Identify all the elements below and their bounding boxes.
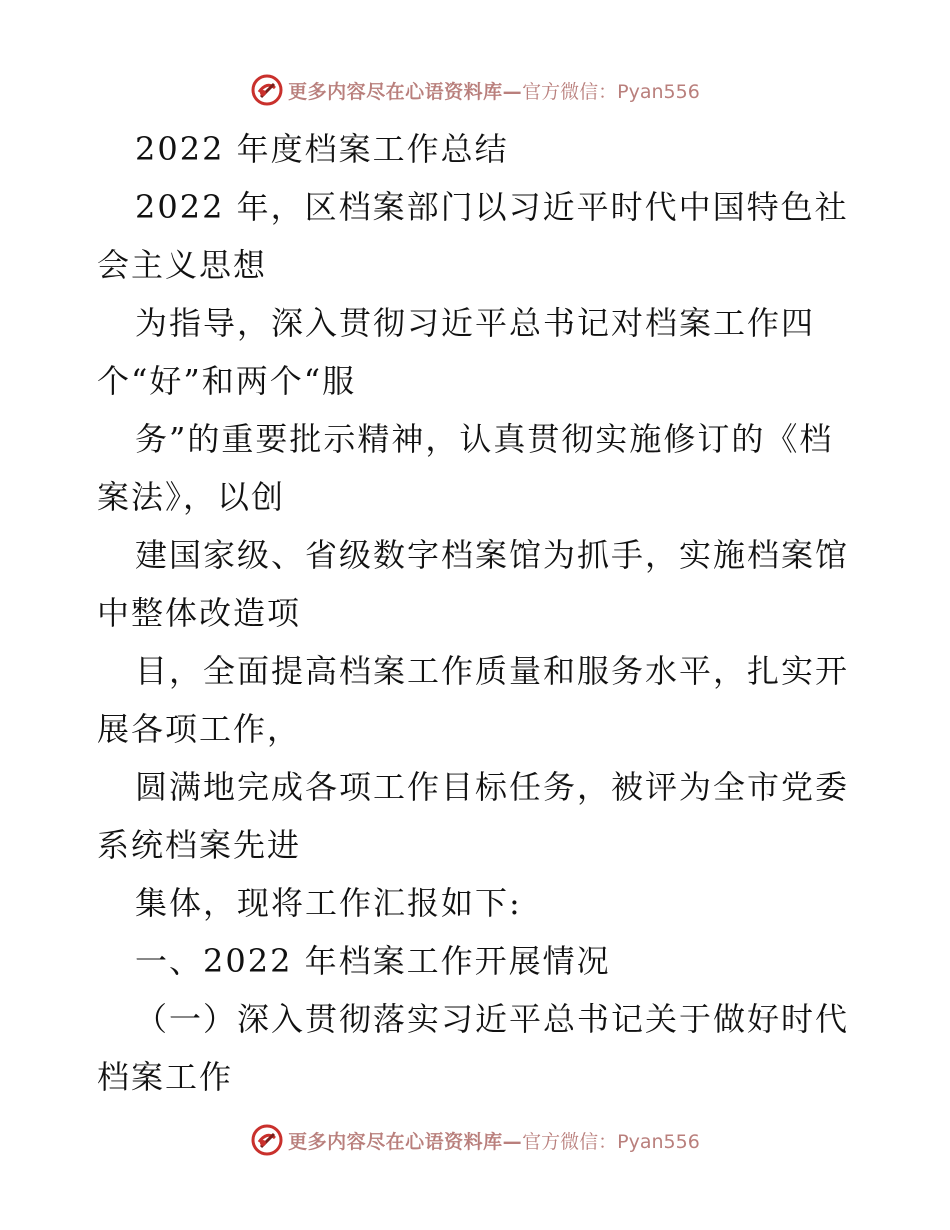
paragraph-line: 务”的重要批示精神，认真贯彻实施修订的《档: [135, 420, 834, 458]
paragraph-line: 案法》，以创: [97, 478, 286, 516]
watermark-contact: 官方微信：Pyan556: [522, 80, 700, 103]
document-body: [97, 120, 857, 1106]
paragraph-line: 系统档案先进: [97, 826, 302, 864]
watermark-text: 更多内容尽在心语资料库—: [288, 80, 523, 103]
paragraph-line: 中整体改造项: [97, 594, 302, 632]
subsection-heading: （一）深入贯彻落实习近平总书记关于做好时代: [135, 1000, 850, 1038]
watermark-banner-bottom: [0, 1118, 950, 1162]
watermark-contact: 官方微信：Pyan556: [522, 1130, 700, 1153]
paragraph-line: 展各项工作，: [97, 710, 302, 748]
paragraph-line: 档案工作: [97, 1058, 234, 1096]
paragraph-line: 建国家级、省级数字档案馆为抓手，实施档案馆: [135, 536, 850, 574]
paragraph-line: 圆满地完成各项工作目标任务，被评为全市党委: [135, 768, 850, 806]
document-title: 2022 年度档案工作总结: [135, 130, 509, 168]
watermark-text: 更多内容尽在心语资料库—: [288, 1130, 523, 1153]
paragraph-line: 2022 年，区档案部门以习近平时代中国特色社: [135, 188, 849, 226]
brand-logo-icon: [250, 73, 284, 107]
paragraph-line: 为指导，深入贯彻习近平总书记对档案工作四: [135, 304, 816, 342]
section-heading: 一、2022 年档案工作开展情况: [135, 942, 611, 980]
paragraph-line: 目，全面提高档案工作质量和服务水平，扎实开: [135, 652, 850, 690]
watermark-banner-top: [0, 68, 950, 112]
paragraph-line: 个“好”和两个“服: [97, 362, 357, 400]
brand-logo-icon: [250, 1123, 284, 1157]
paragraph-line: 会主义思想: [97, 246, 268, 284]
paragraph-line: 集体，现将工作汇报如下:: [135, 884, 522, 922]
